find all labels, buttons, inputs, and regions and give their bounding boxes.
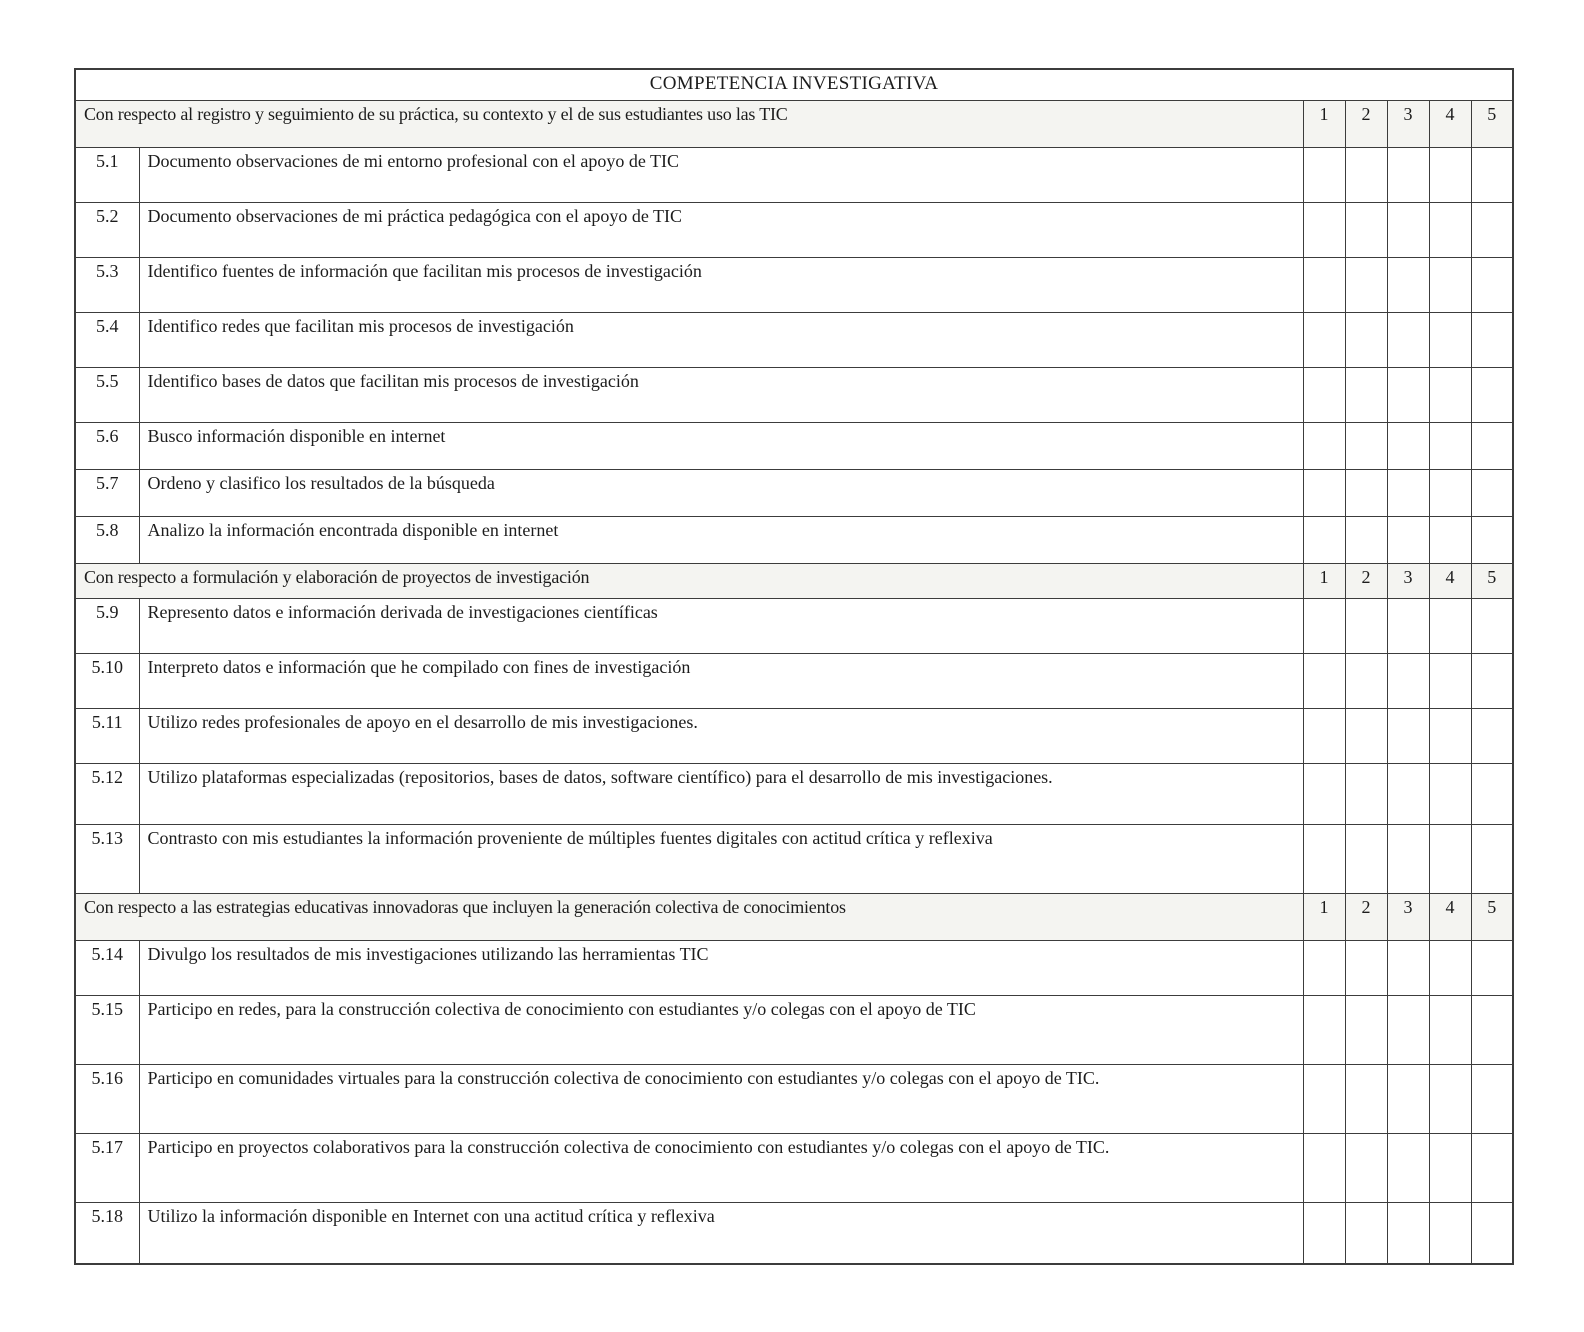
rating-cell [1345, 517, 1387, 564]
rating-cell [1303, 313, 1345, 368]
rating-cell [1303, 1065, 1345, 1134]
rating-cell [1471, 941, 1513, 996]
rating-cell [1471, 764, 1513, 825]
table-row [75, 148, 1513, 203]
item-number: 5.12 [75, 764, 139, 825]
rating-cell [1345, 825, 1387, 894]
section-header-text: Con respecto a las estrategias educativas innovadoras que incluyen la generación colectiva de conocimientos [75, 894, 1303, 941]
table-row [75, 654, 1513, 709]
rating-cell [1303, 368, 1345, 423]
rating-cell [1429, 517, 1471, 564]
rating-cell [1387, 258, 1429, 313]
rating-cell [1303, 258, 1345, 313]
rating-scale-label: 3 [1387, 564, 1429, 599]
rating-cell [1471, 1134, 1513, 1203]
table-row [75, 1065, 1513, 1134]
rating-cell [1387, 368, 1429, 423]
rating-cell [1345, 258, 1387, 313]
rating-cell [1345, 368, 1387, 423]
rating-cell [1345, 654, 1387, 709]
section-header-text: Con respecto a formulación y elaboración de proyectos de investigación [75, 564, 1303, 599]
item-text: Interpreto datos e información que he compilado con fines de investigación [139, 654, 1303, 709]
rating-cell [1429, 258, 1471, 313]
rating-cell [1471, 258, 1513, 313]
rating-cell [1429, 941, 1471, 996]
rating-cell [1387, 470, 1429, 517]
rating-cell [1345, 941, 1387, 996]
rating-cell [1303, 470, 1345, 517]
rating-cell [1429, 470, 1471, 517]
rating-cell [1387, 203, 1429, 258]
rating-cell [1303, 517, 1345, 564]
table-row [75, 258, 1513, 313]
rating-cell [1429, 1065, 1471, 1134]
rating-cell [1429, 313, 1471, 368]
item-number: 5.16 [75, 1065, 139, 1134]
rating-cell [1471, 423, 1513, 470]
rating-cell [1303, 764, 1345, 825]
item-text: Utilizo la información disponible en Internet con una actitud crítica y reflexiva [139, 1203, 1303, 1265]
rating-scale-label: 2 [1345, 564, 1387, 599]
rating-scale-label: 5 [1471, 894, 1513, 941]
rating-cell [1429, 709, 1471, 764]
table-row [75, 1203, 1513, 1265]
rating-cell [1387, 825, 1429, 894]
item-number: 5.18 [75, 1203, 139, 1265]
rating-cell [1345, 148, 1387, 203]
item-number: 5.15 [75, 996, 139, 1065]
rating-scale-label: 1 [1303, 894, 1345, 941]
rating-cell [1429, 1203, 1471, 1265]
item-number: 5.7 [75, 470, 139, 517]
rating-cell [1345, 470, 1387, 517]
table-row [75, 825, 1513, 894]
rating-cell [1429, 599, 1471, 654]
section-header-row [75, 894, 1513, 941]
rating-cell [1471, 654, 1513, 709]
rating-cell [1303, 423, 1345, 470]
rating-cell [1387, 709, 1429, 764]
rating-cell [1387, 517, 1429, 564]
section-header-row [75, 564, 1513, 599]
item-number: 5.11 [75, 709, 139, 764]
rating-cell [1303, 203, 1345, 258]
rating-cell [1303, 1134, 1345, 1203]
item-number: 5.3 [75, 258, 139, 313]
item-text: Participo en redes, para la construcción colectiva de conocimiento con estudiantes y/o colegas con el apoyo de TIC [139, 996, 1303, 1065]
rating-cell [1471, 1065, 1513, 1134]
item-text: Utilizo redes profesionales de apoyo en el desarrollo de mis investigaciones. [139, 709, 1303, 764]
item-text: Represento datos e información derivada de investigaciones científicas [139, 599, 1303, 654]
rating-cell [1387, 1065, 1429, 1134]
rating-cell [1303, 654, 1345, 709]
item-number: 5.17 [75, 1134, 139, 1203]
rating-scale-label: 1 [1303, 564, 1345, 599]
rating-cell [1471, 996, 1513, 1065]
rating-cell [1387, 599, 1429, 654]
rating-cell [1429, 1134, 1471, 1203]
rating-scale-label: 3 [1387, 894, 1429, 941]
item-text: Documento observaciones de mi práctica pedagógica con el apoyo de TIC [139, 203, 1303, 258]
rating-cell [1429, 423, 1471, 470]
rating-cell [1471, 313, 1513, 368]
item-text: Participo en comunidades virtuales para la construcción colectiva de conocimiento con estudiantes y/o colegas con el apoyo de TIC. [139, 1065, 1303, 1134]
table-row [75, 941, 1513, 996]
rating-cell [1345, 764, 1387, 825]
rating-cell [1303, 709, 1345, 764]
item-text: Analizo la información encontrada disponible en internet [139, 517, 1303, 564]
rating-cell [1387, 654, 1429, 709]
rating-cell [1471, 825, 1513, 894]
rating-scale-label: 5 [1471, 564, 1513, 599]
rating-cell [1345, 313, 1387, 368]
section-header-text: Con respecto al registro y seguimiento de su práctica, su contexto y el de sus estudiantes uso las TIC [75, 101, 1303, 148]
rating-cell [1345, 1065, 1387, 1134]
rating-cell [1429, 764, 1471, 825]
rating-cell [1429, 654, 1471, 709]
rating-scale-label: 4 [1429, 564, 1471, 599]
item-number: 5.6 [75, 423, 139, 470]
item-number: 5.9 [75, 599, 139, 654]
rating-cell [1471, 599, 1513, 654]
rating-cell [1387, 764, 1429, 825]
rating-cell [1387, 1203, 1429, 1265]
item-number: 5.10 [75, 654, 139, 709]
table-row [75, 996, 1513, 1065]
item-text: Busco información disponible en internet [139, 423, 1303, 470]
rating-cell [1429, 825, 1471, 894]
item-text: Divulgo los resultados de mis investigaciones utilizando las herramientas TIC [139, 941, 1303, 996]
table-row [75, 470, 1513, 517]
rating-cell [1387, 1134, 1429, 1203]
rating-cell [1303, 941, 1345, 996]
item-number: 5.13 [75, 825, 139, 894]
item-text: Utilizo plataformas especializadas (repositorios, bases de datos, software científico) para el desarrollo de mis investigaciones. [139, 764, 1303, 825]
item-text: Identifico redes que facilitan mis procesos de investigación [139, 313, 1303, 368]
rating-cell [1387, 941, 1429, 996]
rating-cell [1429, 368, 1471, 423]
table-title: COMPETENCIA INVESTIGATIVA [75, 69, 1513, 101]
item-number: 5.14 [75, 941, 139, 996]
rating-cell [1303, 996, 1345, 1065]
rating-cell [1429, 203, 1471, 258]
rating-scale-label: 1 [1303, 101, 1345, 148]
rating-scale-label: 4 [1429, 894, 1471, 941]
table-row [75, 1134, 1513, 1203]
item-text: Identifico bases de datos que facilitan mis procesos de investigación [139, 368, 1303, 423]
item-text: Participo en proyectos colaborativos para la construcción colectiva de conocimiento con estudiantes y/o colegas con el apoyo de TIC. [139, 1134, 1303, 1203]
rating-cell [1387, 996, 1429, 1065]
rating-scale-label: 2 [1345, 894, 1387, 941]
rating-cell [1387, 148, 1429, 203]
rating-scale-label: 2 [1345, 101, 1387, 148]
item-text: Ordeno y clasifico los resultados de la búsqueda [139, 470, 1303, 517]
item-text: Documento observaciones de mi entorno profesional con el apoyo de TIC [139, 148, 1303, 203]
item-number: 5.4 [75, 313, 139, 368]
rating-cell [1471, 517, 1513, 564]
table-row [75, 764, 1513, 825]
rating-cell [1345, 1134, 1387, 1203]
table-row [75, 423, 1513, 470]
rating-cell [1429, 996, 1471, 1065]
rating-cell [1471, 470, 1513, 517]
rating-cell [1303, 599, 1345, 654]
competencia-investigativa-table [74, 68, 1514, 1265]
rating-cell [1429, 148, 1471, 203]
rating-cell [1303, 148, 1345, 203]
table-row [75, 203, 1513, 258]
table-row [75, 368, 1513, 423]
rating-cell [1345, 203, 1387, 258]
section-header-row [75, 101, 1513, 148]
rating-cell [1345, 599, 1387, 654]
table-row [75, 709, 1513, 764]
rating-cell [1387, 423, 1429, 470]
rating-cell [1303, 825, 1345, 894]
rating-cell [1303, 1203, 1345, 1265]
rating-cell [1345, 996, 1387, 1065]
item-number: 5.1 [75, 148, 139, 203]
item-number: 5.8 [75, 517, 139, 564]
rating-scale-label: 4 [1429, 101, 1471, 148]
rating-cell [1387, 313, 1429, 368]
rating-cell [1471, 709, 1513, 764]
rating-cell [1345, 709, 1387, 764]
item-number: 5.5 [75, 368, 139, 423]
rating-cell [1471, 203, 1513, 258]
title-row [75, 69, 1513, 101]
table-row [75, 517, 1513, 564]
item-text: Identifico fuentes de información que facilitan mis procesos de investigación [139, 258, 1303, 313]
item-number: 5.2 [75, 203, 139, 258]
rating-cell [1345, 423, 1387, 470]
item-text: Contrasto con mis estudiantes la información proveniente de múltiples fuentes digitales con actitud crítica y reflexiva [139, 825, 1303, 894]
rating-scale-label: 3 [1387, 101, 1429, 148]
rating-cell [1471, 1203, 1513, 1265]
rating-scale-label: 5 [1471, 101, 1513, 148]
rating-cell [1471, 148, 1513, 203]
rating-cell [1345, 1203, 1387, 1265]
table-row [75, 313, 1513, 368]
rating-cell [1471, 368, 1513, 423]
table-row [75, 599, 1513, 654]
